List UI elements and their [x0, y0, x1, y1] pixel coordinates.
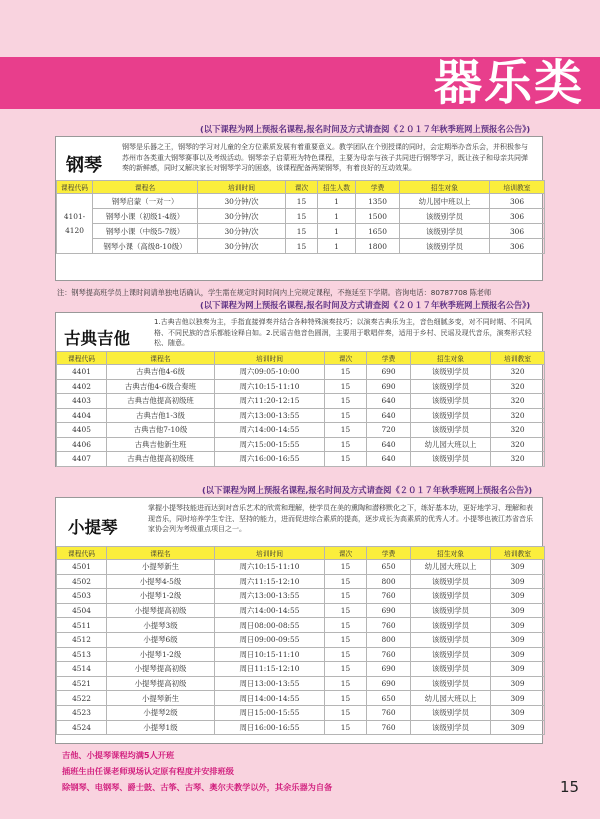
course-target: 幼儿园大班以上	[411, 560, 491, 575]
course-fee: 690	[367, 676, 411, 691]
code-range-start: 4101-	[63, 211, 86, 221]
header-code: 课程代码	[57, 352, 107, 365]
course-time: 周六10:15-11:10	[215, 379, 325, 394]
course-target: 该级别学员	[411, 589, 491, 604]
table-row	[57, 676, 545, 691]
course-name: 小提琴提高初级	[107, 676, 215, 691]
course-room: 309	[491, 603, 545, 618]
course-code: 4403	[57, 394, 107, 409]
header-target: 招生对象	[411, 352, 491, 365]
course-code: 4512	[57, 632, 107, 647]
violin-notice: (以下课程为网上预报名课程,报名时间及方式请查阅《２０１７年秋季班网上预报名公告》)	[202, 485, 533, 495]
course-target: 幼儿园大班以上	[411, 437, 491, 452]
course-code: 4523	[57, 705, 107, 720]
course-fee: 690	[367, 603, 411, 618]
course-target: 该级别学员	[400, 239, 490, 254]
course-time: 周六16:00-16:55	[215, 452, 325, 467]
table-row	[57, 365, 545, 380]
piano-code-range	[57, 194, 93, 254]
course-sessions: 15	[286, 209, 318, 224]
course-sessions: 15	[325, 560, 367, 575]
course-time: 周六14:00-14:55	[215, 423, 325, 438]
course-target: 该级别学员	[411, 408, 491, 423]
course-fee: 800	[367, 632, 411, 647]
course-room: 309	[491, 676, 545, 691]
guitar-table	[56, 351, 545, 467]
table-row	[57, 589, 545, 604]
table-row	[57, 408, 545, 423]
header-fee: 学费	[356, 181, 400, 194]
course-target: 该级别学员	[400, 224, 490, 239]
piano-description: 钢琴是乐器之王，钢琴的学习对儿童的全方位素质发展有着重要意义。教学团队在个别授课的同时，会定期举办音乐会，并积极参与苏州市各类重大钢琴赛事以及考级活动。钢琴亲子启蒙班为特色课程，主要为母亲与孩子共同进行钢琴学习，既让孩子和母亲共同弹奏的新鲜感，同时又解决家长对钢琴学习的困惑，该课程配备两架钢琴，有着良好的互动效果。	[122, 143, 528, 172]
course-sessions: 15	[325, 691, 367, 706]
course-fee: 650	[367, 691, 411, 706]
course-time: 周六13:00-13:55	[215, 589, 325, 604]
table-row	[57, 239, 545, 254]
header-time: 培训时间	[198, 181, 286, 194]
header-enroll: 招生人数	[318, 181, 356, 194]
course-target: 该级别学员	[411, 365, 491, 380]
course-target: 该级别学员	[411, 720, 491, 735]
header-name: 课程名	[107, 352, 215, 365]
course-sessions: 15	[325, 423, 367, 438]
course-target: 该级别学员	[400, 209, 490, 224]
guitar-notice: (以下课程为网上预报名课程,报名时间及方式请查阅《２０１７年秋季班网上预报名公告》)	[200, 300, 531, 310]
course-fee: 640	[367, 452, 411, 467]
course-name: 小提琴6级	[107, 632, 215, 647]
course-time: 周六11:20-12:15	[215, 394, 325, 409]
piano-footnote: 注：钢琴提高班学员上课时间请单独电话确认，学生需在规定时间时间内上完规定课程，不拖延至下学期。咨询电话：80787708 陈老师	[57, 288, 492, 297]
course-fee: 690	[367, 379, 411, 394]
course-fee: 720	[367, 423, 411, 438]
table-row	[57, 437, 545, 452]
course-room: 309	[491, 705, 545, 720]
course-room: 309	[491, 632, 545, 647]
course-room: 320	[491, 408, 545, 423]
course-sessions: 15	[286, 239, 318, 254]
course-enroll: 1	[318, 194, 356, 209]
header-room: 培训教室	[491, 547, 545, 560]
course-time: 周六10:15-11:10	[215, 560, 325, 575]
header-fee: 学费	[367, 547, 411, 560]
table-row	[57, 560, 545, 575]
course-sessions: 15	[325, 574, 367, 589]
piano-notice: (以下课程为网上预报名课程,报名时间及方式请查阅《２０１７年秋季班网上预报名公告》)	[200, 124, 531, 134]
note-transfer-students: 插班生由任课老师现场认定原有程度并安排班级	[62, 766, 234, 776]
course-fee: 1350	[356, 194, 400, 209]
course-target: 该级别学员	[411, 394, 491, 409]
category-banner	[0, 57, 600, 109]
course-fee: 640	[367, 408, 411, 423]
course-fee: 640	[367, 394, 411, 409]
course-room: 306	[490, 224, 545, 239]
course-name: 小提琴4-5级	[107, 574, 215, 589]
course-name: 小提琴1-2级	[107, 589, 215, 604]
course-target: 该级别学员	[411, 423, 491, 438]
course-fee: 640	[367, 437, 411, 452]
course-name: 小提琴新生	[107, 691, 215, 706]
course-code: 4511	[57, 618, 107, 633]
course-code: 4514	[57, 662, 107, 677]
course-time: 周六13:00-13:55	[215, 408, 325, 423]
table-row	[57, 618, 545, 633]
note-class-minimum: 吉他、小提琴课程均满5人开班	[62, 750, 175, 760]
course-room: 309	[491, 691, 545, 706]
course-fee: 1500	[356, 209, 400, 224]
course-room: 309	[491, 574, 545, 589]
course-name: 钢琴小课（中级5-7级）	[93, 224, 198, 239]
course-code: 4406	[57, 437, 107, 452]
course-name: 古典吉他提高初级班	[107, 394, 215, 409]
course-code: 4504	[57, 603, 107, 618]
course-name: 小提琴提高初级	[107, 662, 215, 677]
violin-card	[55, 497, 543, 744]
course-room: 306	[490, 239, 545, 254]
violin-title: 小提琴	[68, 518, 118, 537]
category-title: 器乐类	[433, 55, 584, 111]
violin-description: 掌握小提琴技能进而达到对音乐艺术的欣赏和理解，使学员在美的熏陶和潜移默化之下，练好基本功，更好地学习、理解和表现音乐，同时培养学生专注、坚持的能力，进而促进综合素质的提高，逐步成长为高素质的优秀人才。小提琴也被江苏省音乐家协会列为考级重点项目之一。	[148, 504, 533, 533]
course-code: 4502	[57, 574, 107, 589]
course-target: 该级别学员	[411, 574, 491, 589]
course-target: 该级别学员	[411, 676, 491, 691]
course-time: 周日10:15-11:10	[215, 647, 325, 662]
course-name: 钢琴启蒙（一对一）	[93, 194, 198, 209]
course-sessions: 15	[325, 589, 367, 604]
table-row	[57, 379, 545, 394]
course-target: 该级别学员	[411, 632, 491, 647]
course-room: 320	[491, 365, 545, 380]
course-sessions: 15	[325, 379, 367, 394]
guitar-title: 古典吉他	[64, 329, 130, 348]
course-time: 周六15:00-15:55	[215, 437, 325, 452]
course-sessions: 15	[325, 365, 367, 380]
course-room: 309	[491, 560, 545, 575]
table-row	[57, 632, 545, 647]
course-name: 小提琴1-2级	[107, 647, 215, 662]
table-row	[57, 647, 545, 662]
note-own-instrument: 除钢琴、电钢琴、爵士鼓、古筝、古琴、奥尔夫教学以外，其余乐器为自备	[62, 782, 333, 792]
course-sessions: 15	[325, 662, 367, 677]
course-code: 4407	[57, 452, 107, 467]
course-sessions: 15	[325, 394, 367, 409]
header-sessions: 课次	[325, 547, 367, 560]
table-header-row	[57, 547, 545, 560]
course-sessions: 15	[325, 618, 367, 633]
course-name: 小提琴提高初级	[107, 603, 215, 618]
course-sessions: 15	[325, 676, 367, 691]
piano-table	[56, 180, 545, 254]
course-room: 306	[490, 209, 545, 224]
course-time: 周日11:15-12:10	[215, 662, 325, 677]
course-name: 古典吉他1-3级	[107, 408, 215, 423]
course-fee: 690	[367, 365, 411, 380]
table-row	[57, 224, 545, 239]
course-time: 30分钟/次	[198, 224, 286, 239]
table-row	[57, 662, 545, 677]
course-room: 320	[491, 452, 545, 467]
course-room: 309	[491, 720, 545, 735]
course-target: 该级别学员	[411, 662, 491, 677]
violin-table	[56, 546, 545, 735]
course-time: 周日15:00-15:55	[215, 705, 325, 720]
course-sessions: 15	[325, 437, 367, 452]
header-code: 课程代码	[57, 547, 107, 560]
course-code: 4404	[57, 408, 107, 423]
course-name: 古典吉他提高初级班	[107, 452, 215, 467]
course-sessions: 15	[325, 632, 367, 647]
course-sessions: 15	[325, 408, 367, 423]
course-target: 幼儿园中班以上	[400, 194, 490, 209]
course-time: 30分钟/次	[198, 194, 286, 209]
course-sessions: 15	[286, 224, 318, 239]
header-target: 招生对象	[411, 547, 491, 560]
course-time: 周日14:00-14:55	[215, 691, 325, 706]
course-fee: 800	[367, 574, 411, 589]
table-row	[57, 423, 545, 438]
header-sessions: 课次	[325, 352, 367, 365]
course-code: 4401	[57, 365, 107, 380]
course-enroll: 1	[318, 224, 356, 239]
course-enroll: 1	[318, 209, 356, 224]
header-sessions: 课次	[286, 181, 318, 194]
table-row	[57, 705, 545, 720]
course-name: 钢琴小课（初级1-4级）	[93, 209, 198, 224]
header-code: 课程代码	[57, 181, 93, 194]
course-name: 古典吉他4-6级合奏班	[107, 379, 215, 394]
course-fee: 760	[367, 647, 411, 662]
course-fee: 1650	[356, 224, 400, 239]
course-name: 小提琴1级	[107, 720, 215, 735]
course-code: 4513	[57, 647, 107, 662]
course-code: 4405	[57, 423, 107, 438]
course-name: 小提琴3级	[107, 618, 215, 633]
guitar-description: 1.古典吉他以独奏为主，手指直接弹奏并结合各种特殊演奏技巧；以演奏古典乐为主，音色细腻多变，对不同时期、不同风格、不同民族的音乐都能诠释自如。2.民谣吉他音色圆润，主要用于歌唱伴奏，适用于乡村、民谣及现代音乐，演奏形式轻松、随意。	[154, 318, 532, 347]
course-target: 该级别学员	[411, 647, 491, 662]
course-name: 古典吉他4-6级	[107, 365, 215, 380]
course-time: 30分钟/次	[198, 239, 286, 254]
course-code: 4522	[57, 691, 107, 706]
course-sessions: 15	[325, 720, 367, 735]
table-row	[57, 394, 545, 409]
course-time: 周日13:00-13:55	[215, 676, 325, 691]
course-room: 320	[491, 437, 545, 452]
course-code: 4501	[57, 560, 107, 575]
course-name: 小提琴2级	[107, 705, 215, 720]
course-sessions: 15	[325, 603, 367, 618]
table-header-row	[57, 352, 545, 365]
course-name: 古典吉他7-10级	[107, 423, 215, 438]
course-room: 306	[490, 194, 545, 209]
course-name: 钢琴小课（高级8-10级）	[93, 239, 198, 254]
course-time: 周日16:00-16:55	[215, 720, 325, 735]
header-target: 招生对象	[400, 181, 490, 194]
course-target: 该级别学员	[411, 452, 491, 467]
course-target: 幼儿园大班以上	[411, 691, 491, 706]
header-fee: 学费	[367, 352, 411, 365]
piano-title: 钢琴	[66, 155, 102, 176]
course-room: 320	[491, 379, 545, 394]
guitar-card	[55, 312, 543, 467]
course-room: 320	[491, 394, 545, 409]
course-fee: 760	[367, 589, 411, 604]
course-sessions: 15	[286, 194, 318, 209]
course-target: 该级别学员	[411, 603, 491, 618]
course-room: 309	[491, 647, 545, 662]
piano-card	[55, 136, 543, 281]
course-room: 320	[491, 423, 545, 438]
course-room: 309	[491, 662, 545, 677]
header-room: 培训教室	[490, 181, 545, 194]
course-time: 周六09:05-10:00	[215, 365, 325, 380]
course-time: 周日09:00-09:55	[215, 632, 325, 647]
course-code: 4402	[57, 379, 107, 394]
table-row	[57, 194, 545, 209]
course-fee: 760	[367, 720, 411, 735]
header-name: 课程名	[107, 547, 215, 560]
course-target: 该级别学员	[411, 705, 491, 720]
course-code: 4521	[57, 676, 107, 691]
course-code: 4524	[57, 720, 107, 735]
page-number: 15	[560, 778, 580, 796]
course-fee: 760	[367, 618, 411, 633]
course-name: 古典吉他新生班	[107, 437, 215, 452]
table-row	[57, 691, 545, 706]
code-range-end: 4120	[65, 225, 84, 235]
table-row	[57, 603, 545, 618]
course-sessions: 15	[325, 452, 367, 467]
course-sessions: 15	[325, 647, 367, 662]
course-room: 309	[491, 589, 545, 604]
table-header-row	[57, 181, 545, 194]
header-name: 课程名	[93, 181, 198, 194]
course-enroll: 1	[318, 239, 356, 254]
header-time: 培训时间	[215, 352, 325, 365]
course-time: 周六14:00-14:55	[215, 603, 325, 618]
course-name: 小提琴新生	[107, 560, 215, 575]
course-time: 30分钟/次	[198, 209, 286, 224]
course-fee: 690	[367, 662, 411, 677]
table-row	[57, 209, 545, 224]
table-row	[57, 720, 545, 735]
header-room: 培训教室	[491, 352, 545, 365]
course-room: 309	[491, 618, 545, 633]
course-target: 该级别学员	[411, 379, 491, 394]
course-fee: 760	[367, 705, 411, 720]
course-fee: 650	[367, 560, 411, 575]
course-time: 周六11:15-12:10	[215, 574, 325, 589]
course-fee: 1800	[356, 239, 400, 254]
course-time: 周日08:00-08:55	[215, 618, 325, 633]
course-sessions: 15	[325, 705, 367, 720]
header-time: 培训时间	[215, 547, 325, 560]
table-row	[57, 452, 545, 467]
course-target: 该级别学员	[411, 618, 491, 633]
table-row	[57, 574, 545, 589]
course-code: 4503	[57, 589, 107, 604]
